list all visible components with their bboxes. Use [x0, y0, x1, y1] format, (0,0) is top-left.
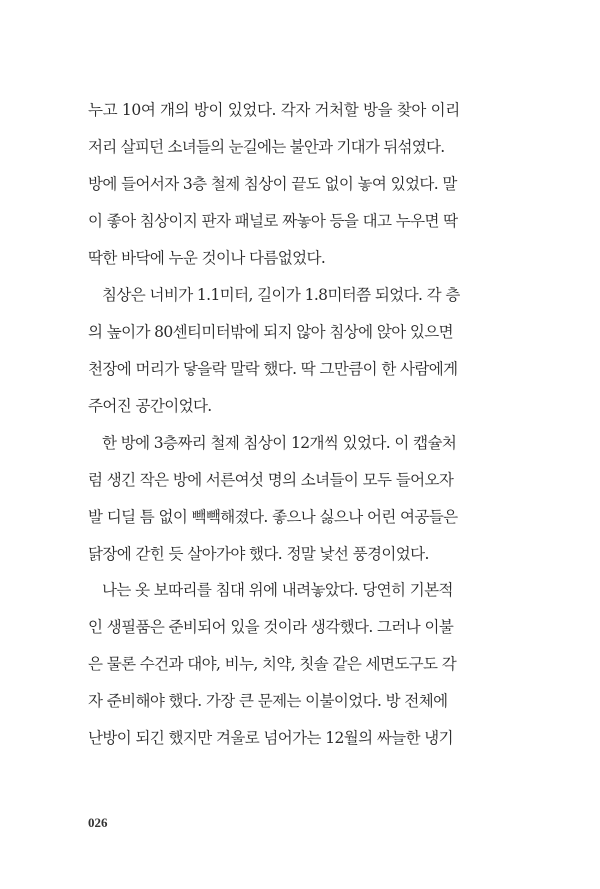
text-line: 인 생필품은 준비되어 있을 것이라 생각했다. 그러나 이불 [88, 618, 454, 636]
text-line: 난방이 되긴 했지만 겨울로 넘어가는 12월의 싸늘한 냉기 [88, 729, 454, 747]
text-line: 닭장에 갇힌 듯 살아가야 했다. 정말 낯선 풍경이었다. [88, 545, 429, 563]
text-line: 이 좋아 침상이지 판자 패널로 짜놓아 등을 대고 누우면 딱 [88, 212, 458, 230]
text-line: 발 디딜 틈 없이 빽빽해졌다. 좋으나 싫으나 어린 여공들은 [88, 508, 458, 526]
text-line: 한 방에 3층짜리 철제 침상이 12개씩 있었다. 이 캡슐처 [102, 434, 457, 452]
text-line: 침상은 너비가 1.1미터, 길이가 1.8미터쯤 되었다. 각 층 [102, 286, 460, 304]
text-line: 자 준비해야 했다. 가장 큰 문제는 이불이었다. 방 전체에 [88, 692, 448, 710]
text-line: 의 높이가 80센티미터밖에 되지 않아 침상에 앉아 있으면 [88, 323, 454, 341]
page-number: 026 [88, 815, 108, 830]
text-line: 나는 옷 보따리를 침대 위에 내려놓았다. 당연히 기본적 [102, 581, 453, 599]
text-line: 은 물론 수건과 대야, 비누, 치약, 칫솔 같은 세면도구도 각 [88, 655, 457, 673]
body-text-section-1 [88, 92, 488, 573]
text-line: 누고 10여 개의 방이 있었다. 각자 거처할 방을 찾아 이리 [88, 101, 460, 119]
text-line: 천장에 머리가 닿을락 말락 했다. 딱 그만큼이 한 사람에게 [88, 360, 458, 378]
body-text-section-2 [88, 572, 488, 757]
text-line: 방에 들어서자 3층 철제 침상이 끝도 없이 놓여 있었다. 말 [88, 175, 457, 193]
text-line: 럼 생긴 작은 방에 서른여섯 명의 소녀들이 모두 들어오자 [88, 471, 454, 489]
text-line: 주어진 공간이었다. [88, 397, 212, 415]
text-line: 딱한 바닥에 누운 것이나 다름없었다. [88, 249, 326, 267]
text-line: 저리 살피던 소녀들의 눈길에는 불안과 기대가 뒤섞였다. [88, 138, 445, 156]
